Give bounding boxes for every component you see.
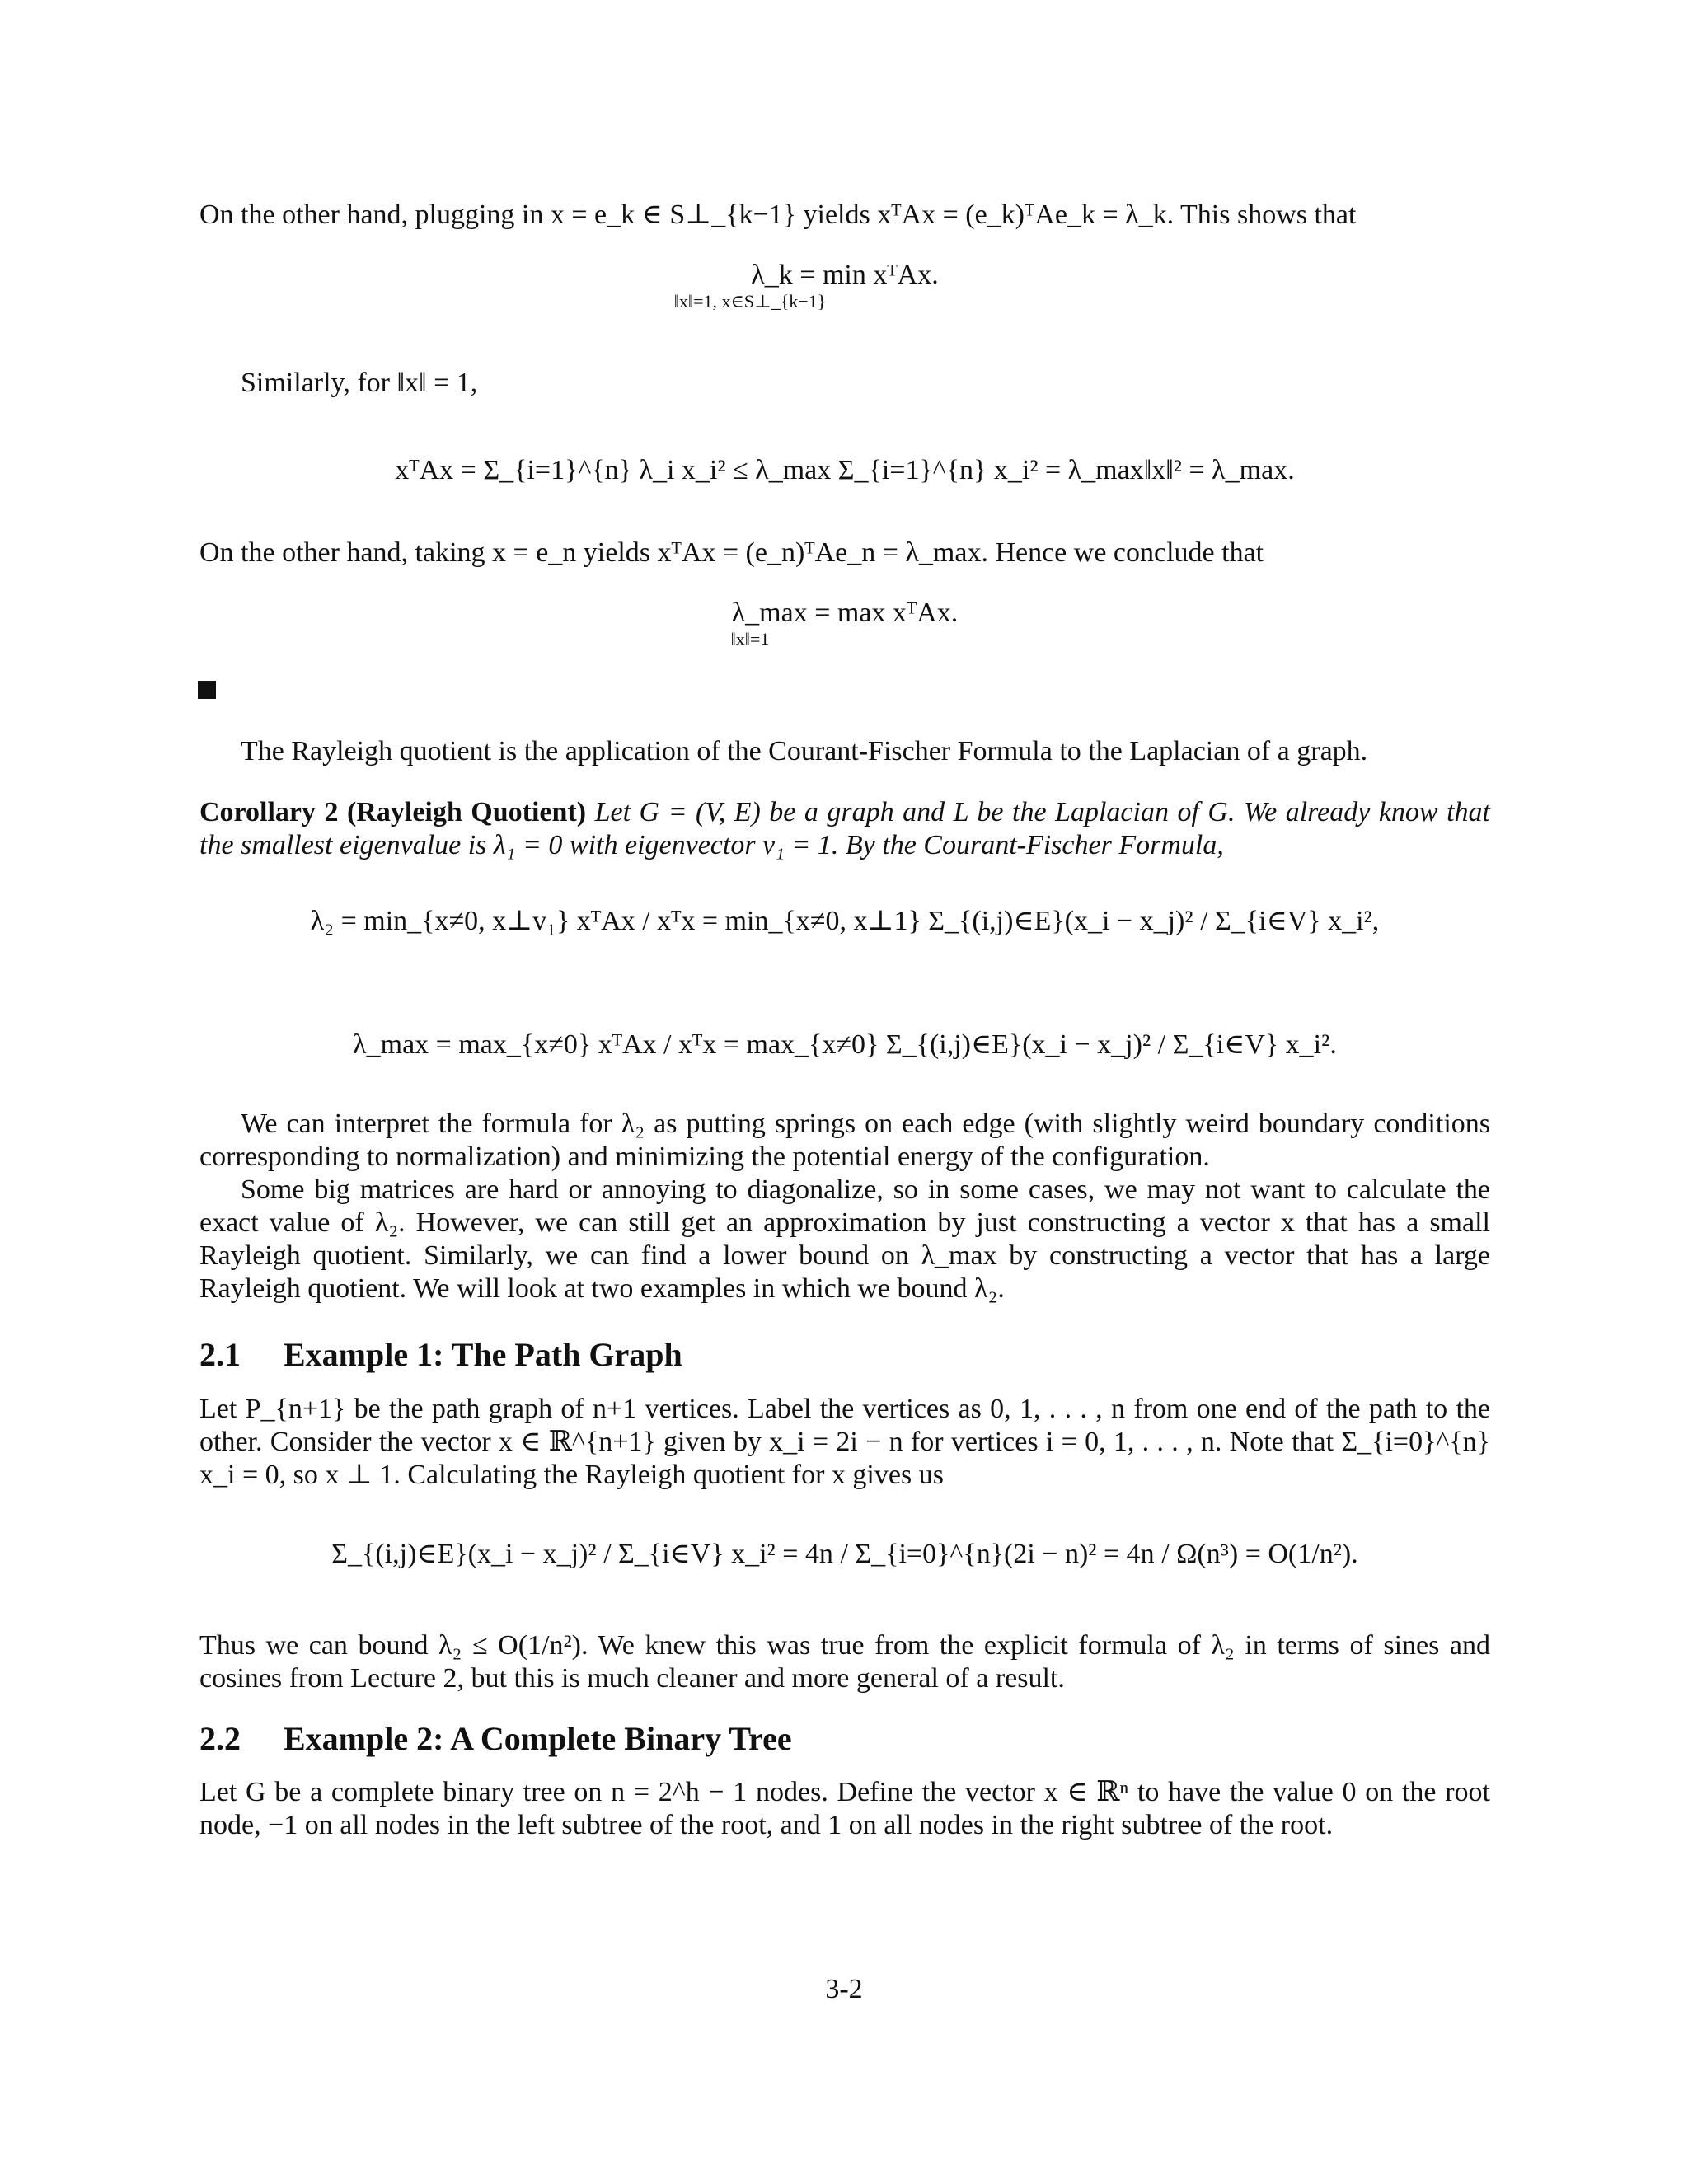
equation-path-quotient: Σ_{(i,j)∈E}(x_i − x_j)² / Σ_{i∈V} x_i² = 4n / Σ_{i=0}^{n}(2i − n)² = 4n / Ω(n³) = O(1/n²).: [331, 1539, 1358, 1569]
equation-lambda-k-main: λ_k = min xᵀAx.: [751, 260, 939, 290]
section-2-1-title: Example 1: The Path Graph: [284, 1336, 682, 1373]
paragraph-binary-tree: Let G be a complete binary tree on n = 2^h − 1 nodes. Define the vector x ∈ ℝⁿ to have the value 0 on the root node, −1 on all nodes in the left subtree of the root, and 1 on all nodes in the right subtree of the root.: [199, 1777, 1490, 1840]
paragraph-path-graph: Let P_{n+1} be the path graph of n+1 vertices. Label the vertices as 0, 1, . . . , n from one end of the path to the other. Consider the vector x ∈ ℝ^{n+1} given by x_i = 2i − n for vertices i = 0, 1, . . . , n. Note that Σ_{i=0}^{n} x_i = 0, so x ⊥ 1. Calculating the Rayleigh quotient for x gives us: [199, 1394, 1490, 1490]
corollary-2: [199, 796, 1490, 862]
equation-lambda-k-subscript: ‖x‖=1, x∈S⊥_{k−1}: [673, 291, 827, 312]
section-2-2-title: Example 2: A Complete Binary Tree: [284, 1720, 792, 1757]
qed-square-icon: [198, 681, 216, 699]
paragraph-similarly: Similarly, for ‖x‖ = 1,: [241, 368, 478, 398]
paragraph-interpret: We can interpret the formula for λ₂ as putting springs on each edge (with slightly weird boundary conditions corresponding to normalization) and minimizing the potential energy of the configuration.: [199, 1108, 1490, 1172]
equation-lambda-k: [199, 259, 1490, 316]
section-2-1-heading: [199, 1335, 682, 1375]
corollary-title: Corollary 2 (Rayleigh Quotient): [199, 797, 587, 827]
equation-lambda-max-subscript: ‖x‖=1: [730, 629, 770, 649]
equation-lambda-max-main: λ_max = max xᵀAx.: [731, 598, 959, 628]
paragraph-intro: On the other hand, plugging in x = e_k ∈ S⊥_{k−1} yields xᵀAx = (e_k)ᵀAe_k = λ_k. This shows that: [199, 199, 1357, 230]
equation-lambda-max: [199, 597, 1490, 654]
section-2-2-heading: [199, 1719, 792, 1759]
equation-lambda-2: λ₂ = min_{x≠0, x⊥v₁} xᵀAx / xᵀx = min_{x≠0, x⊥1} Σ_{(i,j)∈E}(x_i − x_j)² / Σ_{i∈V} x_i²,: [310, 906, 1380, 936]
page-number: 3-2: [825, 1974, 863, 2004]
paragraph-rayleigh: The Rayleigh quotient is the application of the Courant-Fischer Formula to the Laplacian of a graph.: [241, 736, 1368, 766]
equation-lambda-max-quotient: λ_max = max_{x≠0} xᵀAx / xᵀx = max_{x≠0} Σ_{(i,j)∈E}(x_i − x_j)² / Σ_{i∈V} x_i².: [353, 1029, 1337, 1060]
paragraph-thus: Thus we can bound λ₂ ≤ O(1/n²). We knew this was true from the explicit formula of λ₂ in terms of sines and cosines from Lecture 2, but this is much cleaner and more general of a result.: [199, 1630, 1490, 1694]
paragraph-some-matrices: Some big matrices are hard or annoying to diagonalize, so in some cases, we may not want to calculate the exact value of λ₂. However, we can still get an approximation by just constructing a vector x that has a small Rayleigh quotient. Similarly, we can find a lower bound on λ_max by constructing a vector that has a large Rayleigh quotient. We will look at two examples in which we bound λ₂.: [199, 1174, 1490, 1304]
section-2-2-number: 2.2: [199, 1720, 241, 1757]
equation-bound: xᵀAx = Σ_{i=1}^{n} λ_i x_i² ≤ λ_max Σ_{i=1}^{n} x_i² = λ_max‖x‖² = λ_max.: [395, 455, 1295, 485]
paragraph-other-hand: On the other hand, taking x = e_n yields xᵀAx = (e_n)ᵀAe_n = λ_max. Hence we conclude that: [199, 537, 1264, 568]
corollary-body: Let G = (V, E) be a graph and L be the Laplacian of G. We already know that the smallest eigenvalue is λ₁ = 0 with eigenvector v₁ = 1. By the Courant-Fischer Formula,: [199, 797, 1490, 860]
section-2-1-number: 2.1: [199, 1336, 241, 1373]
